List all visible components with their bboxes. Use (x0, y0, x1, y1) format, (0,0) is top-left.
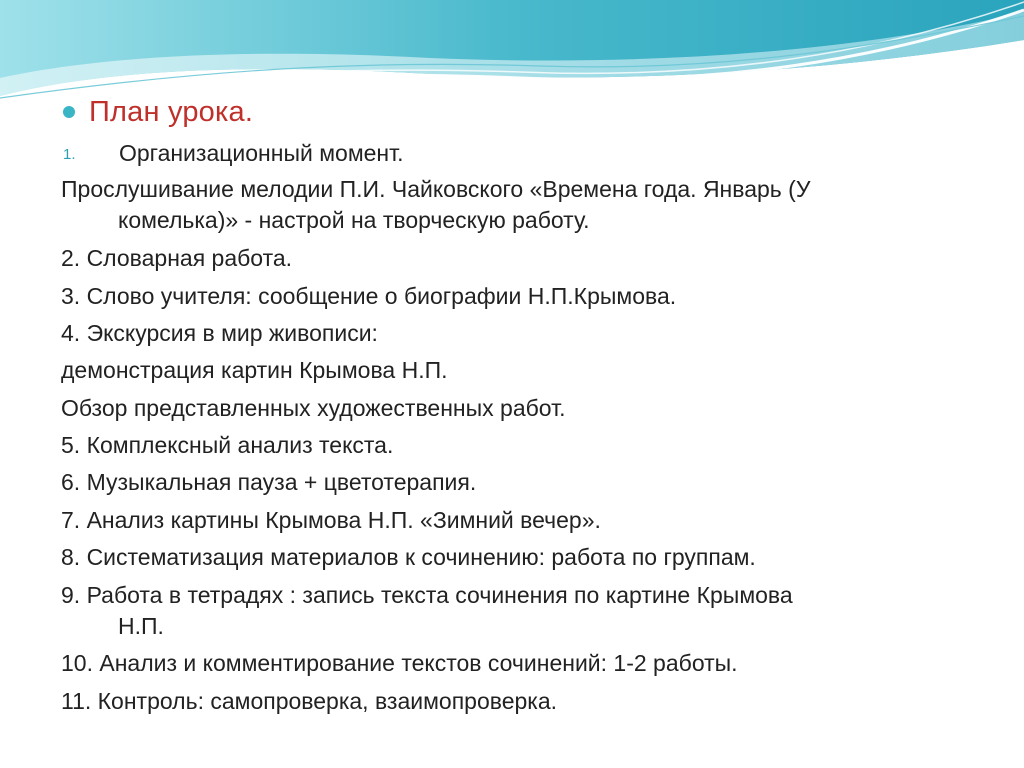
list-item: 8. Систематизация материалов к сочинению: работа по группам. (61, 544, 756, 570)
slide-title: План урока. (89, 95, 254, 128)
bullet-dot-icon (63, 106, 75, 118)
list-item: 7. Анализ картины Крымова Н.П. «Зимний вечер». (61, 507, 601, 533)
list-item: 2. Словарная работа. (61, 245, 293, 271)
list-number-marker: 1. (63, 146, 76, 163)
list-item: 4. Экскурсия в мир живописи: (61, 320, 378, 346)
list-item-continuation: комелька)» - настрой на творческую работу. (118, 207, 590, 233)
list-item: 9. Работа в тетрадях : запись текста сочинения по картине Крымова (61, 582, 793, 608)
list-item: Обзор представленных художественных работ. (61, 395, 566, 421)
list-item: 6. Музыкальная пауза + цветотерапия. (61, 469, 477, 495)
list-item: 11. Контроль: самопроверка, взаимопроверка. (61, 688, 558, 714)
list-item: Прослушивание мелодии П.И. Чайковского «Времена года. Январь (У (61, 176, 811, 202)
list-item-continuation: Н.П. (118, 613, 164, 639)
list-item: 10. Анализ и комментирование текстов сочинений: 1-2 работы. (61, 650, 738, 676)
list-item: демонстрация картин Крымова Н.П. (61, 357, 448, 383)
title-row (63, 92, 253, 132)
list-item: 3. Слово учителя: сообщение о биографии Н.П.Крымова. (61, 283, 677, 309)
list-item: 5. Комплексный анализ текста. (61, 432, 394, 458)
list-item: Организационный момент. (119, 140, 404, 166)
